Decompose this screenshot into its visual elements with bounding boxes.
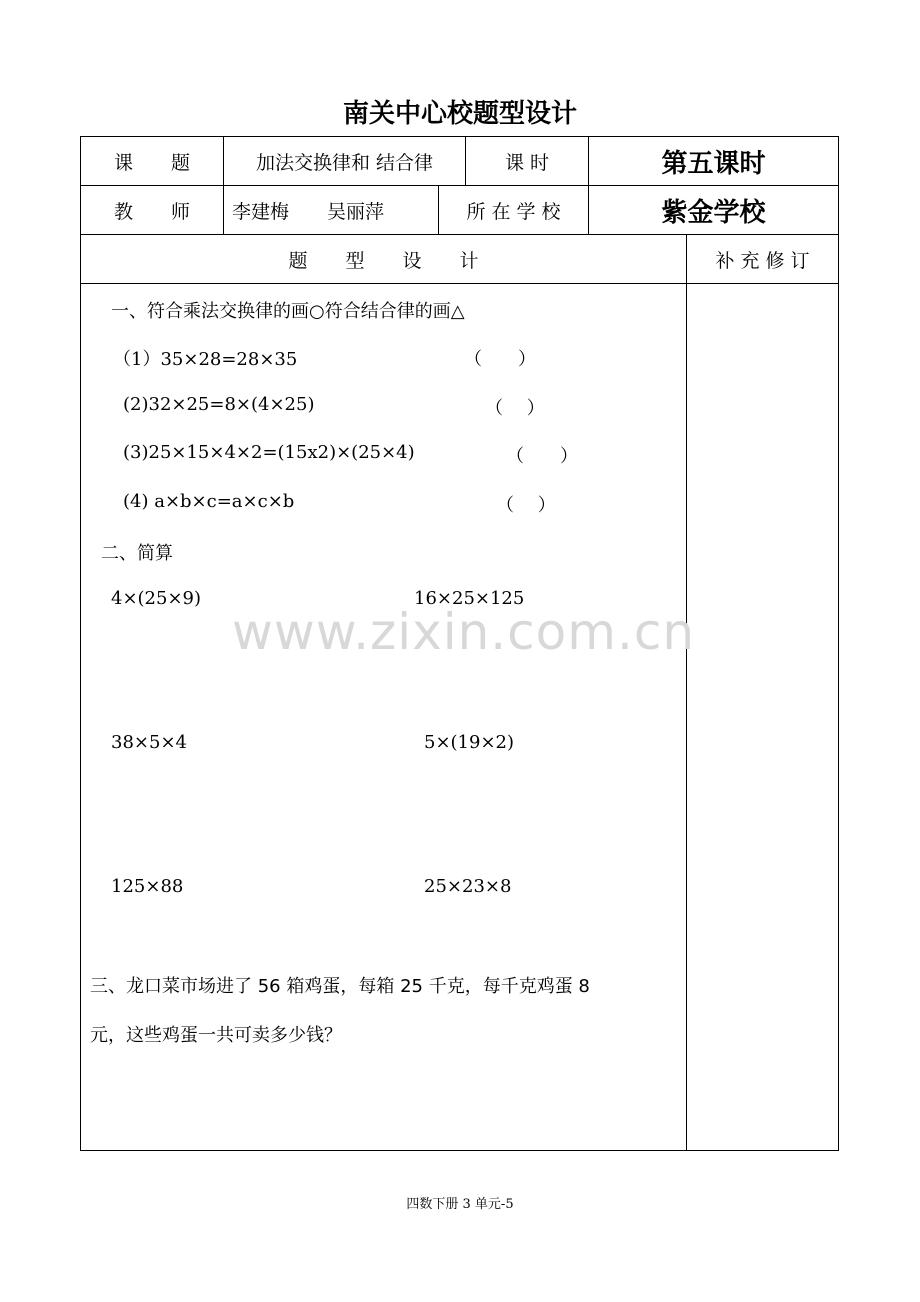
item-1-blank: （ ） — [464, 349, 536, 370]
design-heading: 题 型 设 计 — [288, 249, 479, 272]
school-value: 紫金学校 — [661, 197, 766, 228]
page-title: 南关中心校题型设计 — [342, 99, 577, 129]
problem-1: 4×(25×9) — [111, 588, 202, 609]
item-1-expr: （1）35×28=28×35 — [113, 349, 298, 370]
problem-2: 16×25×125 — [414, 588, 525, 609]
period-label: 课 时 — [504, 151, 550, 174]
section1-title: 一、符合乘法交换律的画○符合结合律的画△ — [111, 301, 465, 322]
teacher-value: 李建梅 吴丽萍 — [232, 200, 385, 223]
row-divider — [81, 283, 838, 284]
item-4-expr: (4) a×b×c=a×c×b — [123, 491, 295, 512]
teacher-label: 教 师 — [113, 200, 190, 223]
section3-line2: 元，这些鸡蛋一共可卖多少钱？ — [90, 1025, 342, 1046]
problem-3: 38×5×4 — [111, 732, 187, 753]
item-2-blank: （ ） — [485, 398, 545, 419]
revision-heading: 补 充 修 订 — [715, 249, 810, 272]
page-footer: 四数下册 3 单元-5 — [406, 1197, 514, 1212]
section2-title: 二、简算 — [101, 543, 173, 564]
problem-6: 25×23×8 — [424, 876, 512, 897]
item-2-expr: (2)32×25=8×(4×25) — [123, 394, 315, 415]
school-label: 所 在 学 校 — [466, 200, 561, 223]
item-4-blank: （ ） — [496, 495, 556, 516]
topic-label: 课 题 — [113, 151, 190, 174]
period-value: 第五课时 — [661, 148, 766, 179]
problem-4: 5×(19×2) — [424, 732, 515, 753]
item-3-expr: (3)25×15×4×2=(15x2)×(25×4) — [123, 442, 415, 463]
problem-5: 125×88 — [111, 876, 184, 897]
watermark: www.zixin.com.cn — [232, 603, 696, 661]
col-divider — [686, 234, 687, 1150]
topic-value: 加法交换律和 结合律 — [255, 151, 434, 174]
item-3-blank: （ ） — [506, 446, 578, 467]
section3-line1: 三、龙口菜市场进了 56 箱鸡蛋，每箱 25 千克，每千克鸡蛋 8 — [90, 976, 590, 997]
